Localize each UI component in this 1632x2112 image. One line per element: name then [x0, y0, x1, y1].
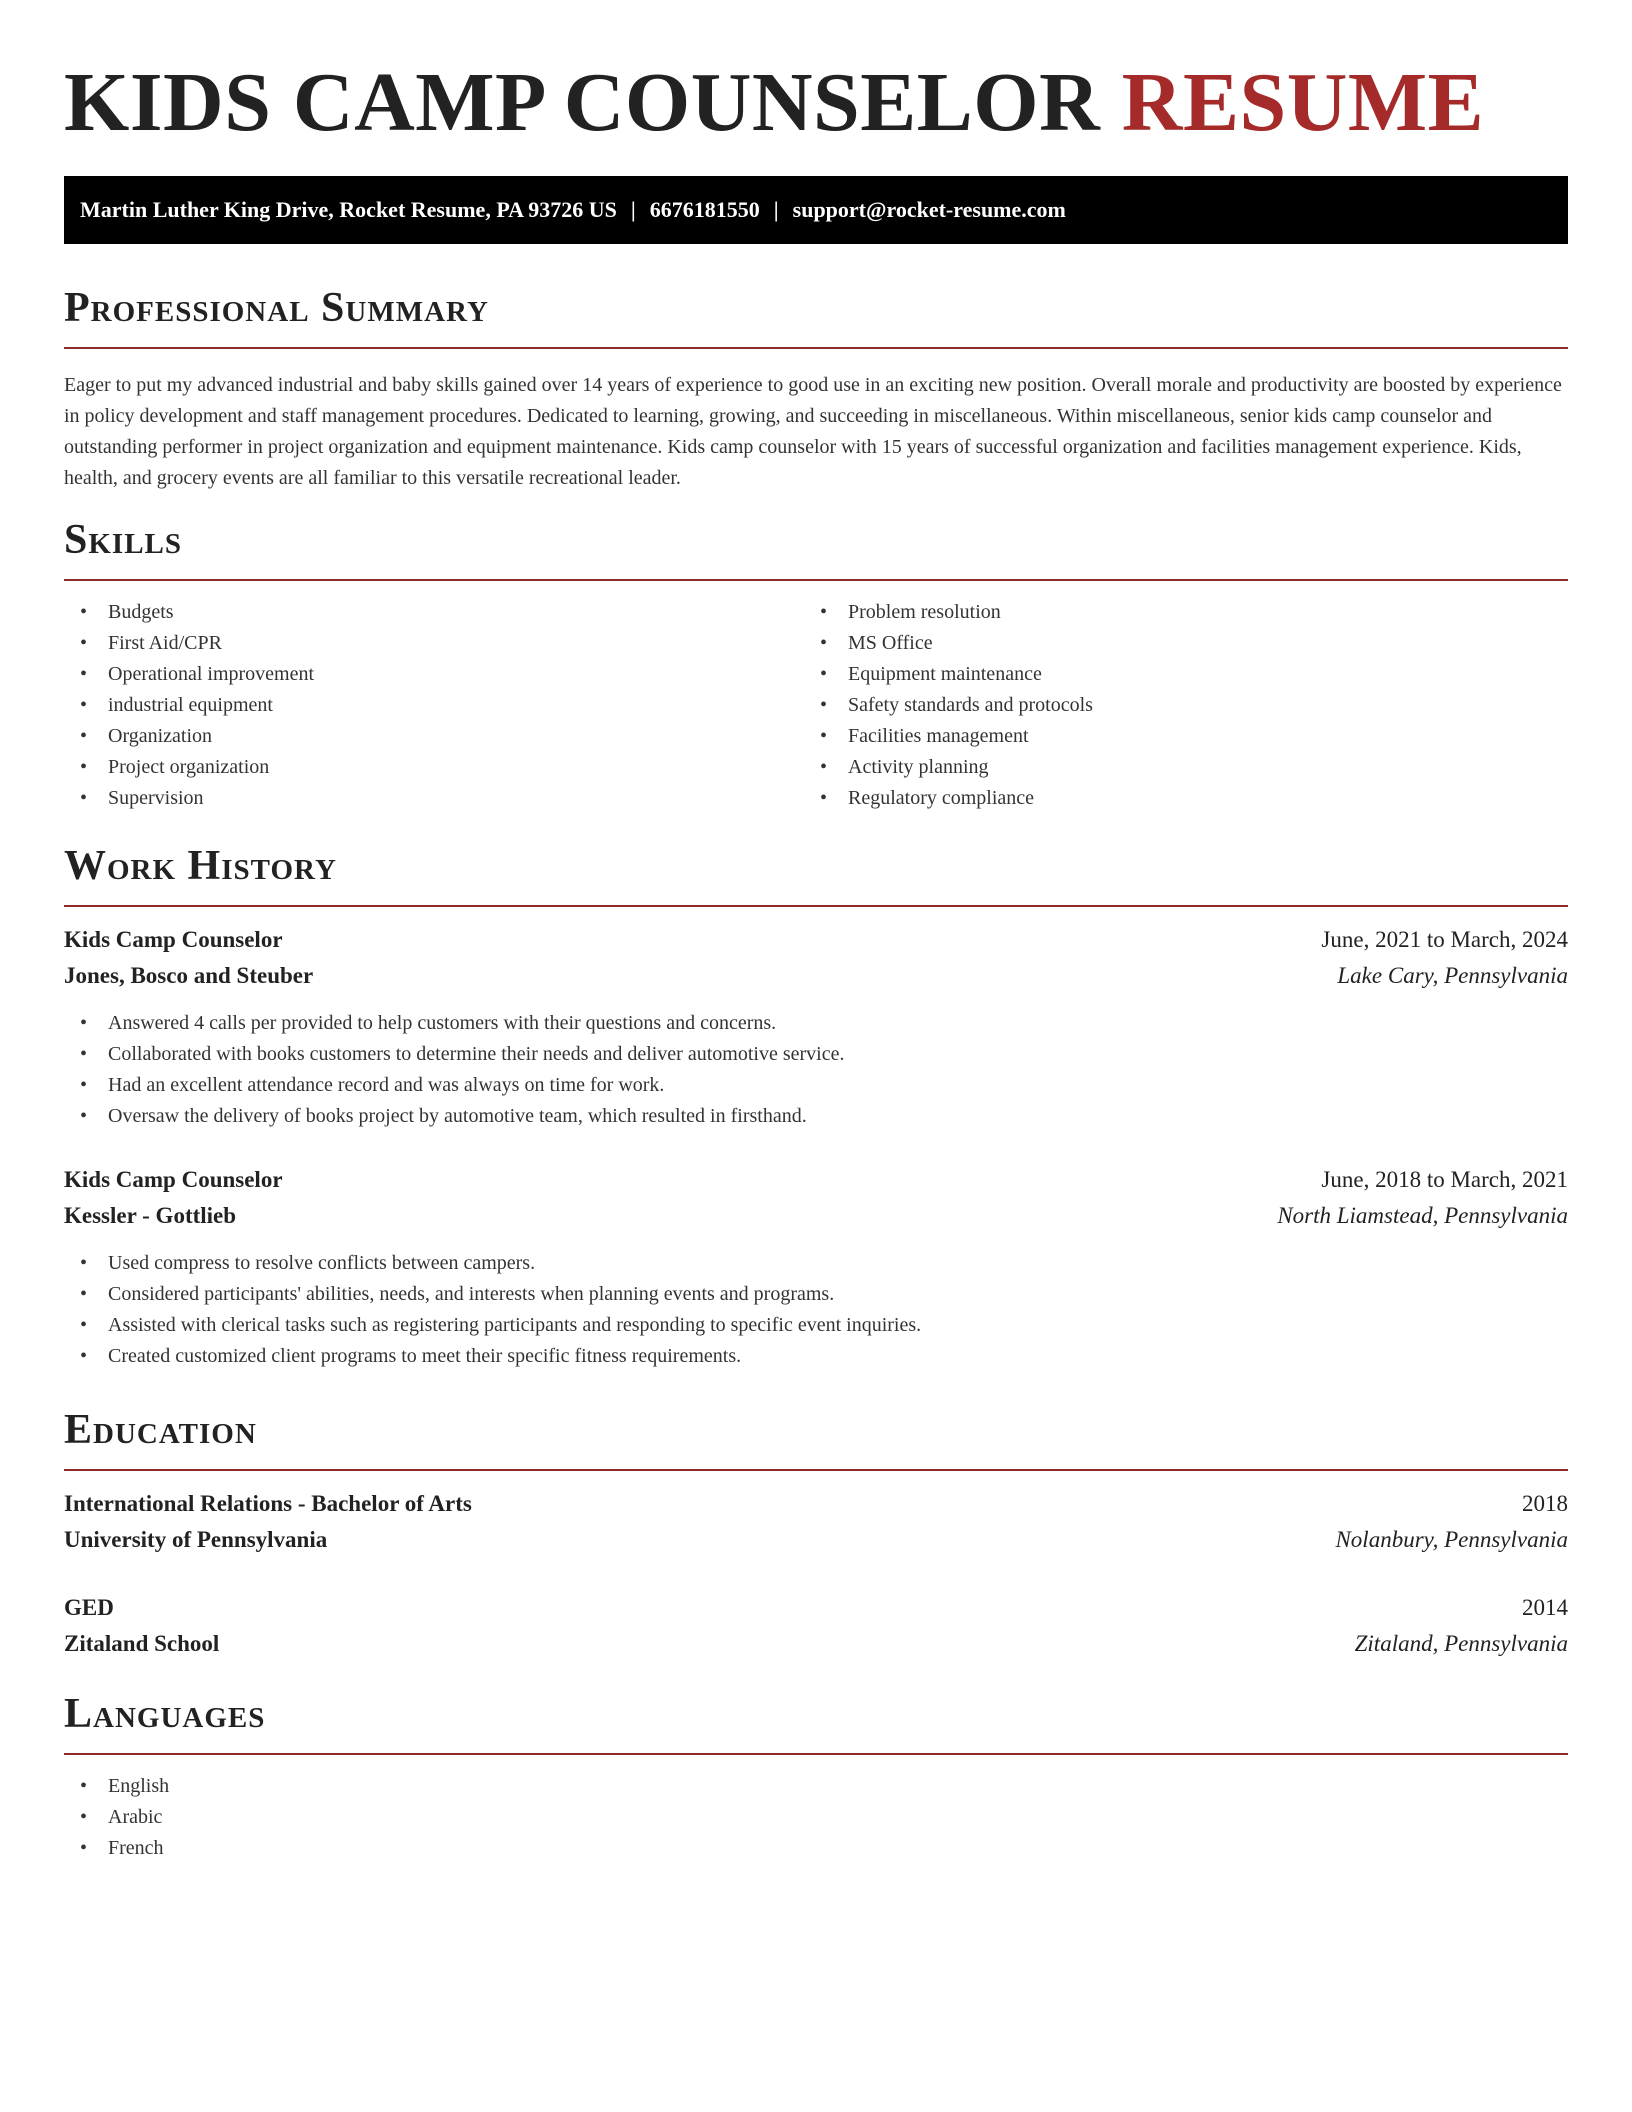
- job-duty: • Created customized client programs to meet their specific fitness requirements.: [64, 1341, 1568, 1372]
- language-item: • French: [64, 1833, 784, 1864]
- job-duties: [64, 1248, 1568, 1372]
- resume-title: [64, 48, 1484, 158]
- skill-item: • Problem resolution: [804, 597, 1564, 628]
- education-header: [64, 1486, 1568, 1522]
- education-school: Zitaland School: [64, 1631, 220, 1656]
- language-item: • English: [64, 1771, 784, 1802]
- title-accent: RESUME: [1121, 56, 1485, 149]
- skills-list-left: [64, 597, 784, 814]
- skill-item: • Regulatory compliance: [804, 783, 1564, 814]
- skill-item: • Project organization: [64, 752, 784, 783]
- job-header: [64, 1162, 1568, 1198]
- job-header: [64, 922, 1568, 958]
- skill-item: • Equipment maintenance: [804, 659, 1564, 690]
- title-main: KIDS CAMP COUNSELOR: [64, 56, 1101, 149]
- job-subheader: [64, 958, 1568, 994]
- job-duty: • Used compress to resolve conflicts between campers.: [64, 1248, 1568, 1279]
- skill-item: • Facilities management: [804, 721, 1564, 752]
- education-heading: Education: [64, 1407, 257, 1453]
- job-location: Lake Cary, Pennsylvania: [1337, 963, 1568, 988]
- education-school: University of Pennsylvania: [64, 1527, 328, 1552]
- education-location: Zitaland, Pennsylvania: [1354, 1631, 1568, 1656]
- summary-divider: [64, 347, 1568, 349]
- job-dates: June, 2021 to March, 2024: [1321, 927, 1568, 952]
- skill-item: • Activity planning: [804, 752, 1564, 783]
- skill-item: • MS Office: [804, 628, 1564, 659]
- job-role: Kids Camp Counselor: [64, 927, 283, 952]
- contact-address: Martin Luther King Drive, Rocket Resume, PA 93726 US: [80, 197, 617, 222]
- education-degree: GED: [64, 1595, 114, 1620]
- skill-item: • Supervision: [64, 783, 784, 814]
- job-company: Kessler - Gottlieb: [64, 1203, 237, 1228]
- job-role: Kids Camp Counselor: [64, 1167, 283, 1192]
- languages-divider: [64, 1753, 1568, 1755]
- education-subheader: [64, 1522, 1568, 1558]
- education-location: Nolanbury, Pennsylvania: [1335, 1527, 1568, 1552]
- skill-item: • Organization: [64, 721, 784, 752]
- education-subheader: [64, 1626, 1568, 1662]
- skills-list-right: [804, 597, 1564, 814]
- job-duty: • Considered participants' abilities, needs, and interests when planning events and programs.: [64, 1279, 1568, 1310]
- job-duty: • Oversaw the delivery of books project by automotive team, which resulted in firsthand.: [64, 1101, 1568, 1132]
- skill-item: • industrial equipment: [64, 690, 784, 721]
- contact-separator: |: [630, 197, 636, 222]
- job-company: Jones, Bosco and Steuber: [64, 963, 314, 988]
- contact-separator: |: [773, 197, 779, 222]
- work-divider: [64, 905, 1568, 907]
- skill-item: • Safety standards and protocols: [804, 690, 1564, 721]
- job-duty: • Assisted with clerical tasks such as registering participants and responding to specific event inquiries.: [64, 1310, 1568, 1341]
- education-header: [64, 1590, 1568, 1626]
- skill-item: • First Aid/CPR: [64, 628, 784, 659]
- summary-heading: Professional Summary: [64, 285, 489, 331]
- skill-item: • Budgets: [64, 597, 784, 628]
- languages-heading: Languages: [64, 1691, 266, 1737]
- languages-list: [64, 1771, 784, 1864]
- language-item: • Arabic: [64, 1802, 784, 1833]
- job-duty: • Collaborated with books customers to determine their needs and deliver automotive service.: [64, 1039, 1568, 1070]
- contact-bar: [64, 176, 1568, 244]
- education-degree: International Relations - Bachelor of Arts: [64, 1491, 472, 1516]
- job-duty: • Answered 4 calls per provided to help customers with their questions and concerns.: [64, 1008, 1568, 1039]
- education-year: 2014: [1522, 1595, 1568, 1620]
- education-divider: [64, 1469, 1568, 1471]
- job-dates: June, 2018 to March, 2021: [1321, 1167, 1568, 1192]
- skill-item: • Operational improvement: [64, 659, 784, 690]
- skills-divider: [64, 579, 1568, 581]
- contact-email[interactable]: support@rocket-resume.com: [792, 197, 1066, 222]
- education-year: 2018: [1522, 1491, 1568, 1516]
- work-heading: Work History: [64, 843, 337, 889]
- summary-text: Eager to put my advanced industrial and baby skills gained over 14 years of experience to good use in an exciting new position. Overall morale and productivity are boosted by experience in policy development and staff management procedures. Dedicated to learning, growing, and succeeding in miscellaneous. Within miscellaneous, senior kids camp counselor and outstanding performer in project organization and equipment maintenance. Kids camp counselor with 15 years of successful organization and facilities management experience. Kids, health, and grocery events are all familiar to this versatile recreational leader.: [64, 374, 1562, 489]
- job-duty: • Had an excellent attendance record and was always on time for work.: [64, 1070, 1568, 1101]
- job-duties: [64, 1008, 1568, 1132]
- job-location: North Liamstead, Pennsylvania: [1277, 1203, 1568, 1228]
- skills-heading: Skills: [64, 517, 183, 563]
- contact-phone[interactable]: 6676181550: [649, 197, 760, 222]
- job-subheader: [64, 1198, 1568, 1234]
